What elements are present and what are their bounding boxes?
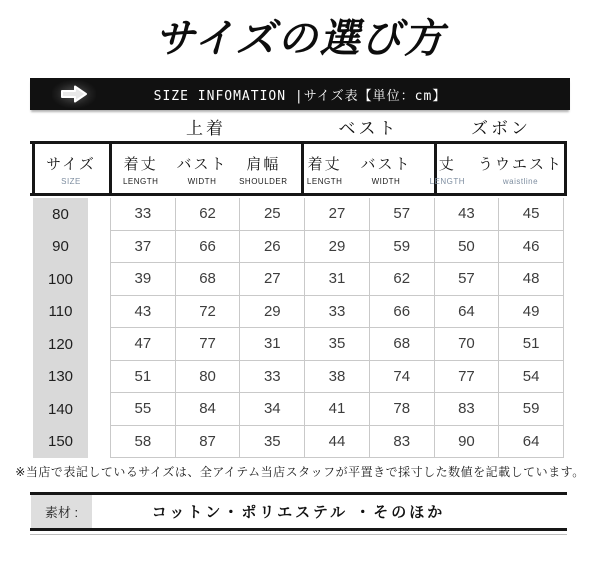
measurement-cell: 57 [370,198,435,231]
column-header: 丈 LENGTH [429,155,466,186]
measurement-cell: 62 [176,198,241,231]
column-header: 肩幅 SHOULDER [239,155,288,186]
measurement-cell: 66 [370,296,435,329]
group-header-vest: ベスト [338,119,399,138]
measurement-cell: 50 [435,231,500,264]
measurement-cell: 27 [240,263,305,296]
measurement-cell: 31 [240,328,305,361]
measurement-cell: 77 [176,328,241,361]
measurement-cell: 64 [435,296,500,329]
measurement-cell: 90 [435,426,500,459]
measurement-cell: 45 [499,198,564,231]
material-bottom-rule [30,528,567,531]
measurement-cell: 78 [370,393,435,426]
measurement-cell: 51 [111,361,176,394]
measurement-cell: 59 [499,393,564,426]
column-header: バスト WIDTH [176,155,228,186]
group-header-pants: ズボン [471,119,531,138]
measurement-cell: 27 [305,198,370,231]
measurement-cell: 31 [305,263,370,296]
header-divider [564,141,567,196]
material-label: 素材 : [31,495,92,528]
material-bottom-thin-rule [30,534,567,535]
measurement-cell: 46 [499,231,564,264]
size-column-header [35,146,107,192]
measurement-cell: 43 [435,198,500,231]
measurement-cell: 87 [176,426,241,459]
measurement-cell: 84 [176,393,241,426]
measurement-cell: 35 [305,328,370,361]
measurement-cell: 62 [370,263,435,296]
material-value: コットン・ポリエステル ・そのほか [151,504,446,521]
measurement-cell: 80 [176,361,241,394]
measurement-cell: 33 [240,361,305,394]
size-row-label: 80 [52,205,69,223]
size-row-label: 90 [52,238,69,256]
measurement-cell: 29 [240,296,305,329]
measurement-cell: 74 [370,361,435,394]
size-column-header-jp: サイズ [46,155,96,173]
column-header: バスト WIDTH [360,155,412,186]
measurement-cell: 29 [305,231,370,264]
measurement-cell: 25 [240,198,305,231]
measurement-cell: 38 [305,361,370,394]
measurement-cell: 43 [111,296,176,329]
size-column [33,198,88,458]
measurement-cell: 41 [305,393,370,426]
measurement-cell: 35 [240,426,305,459]
measurement-cell: 48 [499,263,564,296]
measurement-cell: 34 [240,393,305,426]
measurement-cell: 37 [111,231,176,264]
measurement-cell: 72 [176,296,241,329]
measurement-cell: 33 [305,296,370,329]
measurement-cell: 70 [435,328,500,361]
column-header-row [110,146,563,192]
measurement-cell: 39 [111,263,176,296]
measurement-cell: 59 [370,231,435,264]
size-row-label: 140 [47,400,74,418]
size-row-label: 100 [47,270,74,288]
measurement-cell: 58 [111,426,176,459]
size-info-bar-text: SIZE INFOMATION |サイズ表【単位：cm】 [153,88,447,104]
size-row-label: 120 [47,335,74,353]
right-arrow-icon [52,80,96,108]
group-header-jacket: 上着 [186,119,226,138]
measurement-cell: 77 [435,361,500,394]
measurement-note: ※当店で表記しているサイズは、全アイテム当店スタッフが平置きで採寸した数値を記載しています。 [15,465,585,479]
measurement-cell: 68 [370,328,435,361]
column-header: 着丈 LENGTH [122,155,159,186]
page-title: サイズの選び方 [154,17,446,61]
measurement-cell: 47 [111,328,176,361]
measurement-cell: 26 [240,231,305,264]
size-table-grid [110,198,564,458]
column-header: うウエスト waistline [477,155,563,186]
size-row-label: 110 [48,303,73,321]
measurement-cell: 83 [370,426,435,459]
measurement-cell: 51 [499,328,564,361]
measurement-cell: 83 [435,393,500,426]
measurement-cell: 44 [305,426,370,459]
measurement-cell: 33 [111,198,176,231]
measurement-cell: 64 [499,426,564,459]
size-row-label: 150 [47,433,74,451]
size-row-label: 130 [47,368,74,386]
measurement-cell: 55 [111,393,176,426]
measurement-cell: 68 [176,263,241,296]
column-header: 着丈 LENGTH [306,155,343,186]
measurement-cell: 66 [176,231,241,264]
measurement-cell: 57 [435,263,500,296]
size-info-bar [30,78,570,110]
measurement-cell: 54 [499,361,564,394]
measurement-cell: 49 [499,296,564,329]
size-column-header-en: SIZE [61,176,81,186]
